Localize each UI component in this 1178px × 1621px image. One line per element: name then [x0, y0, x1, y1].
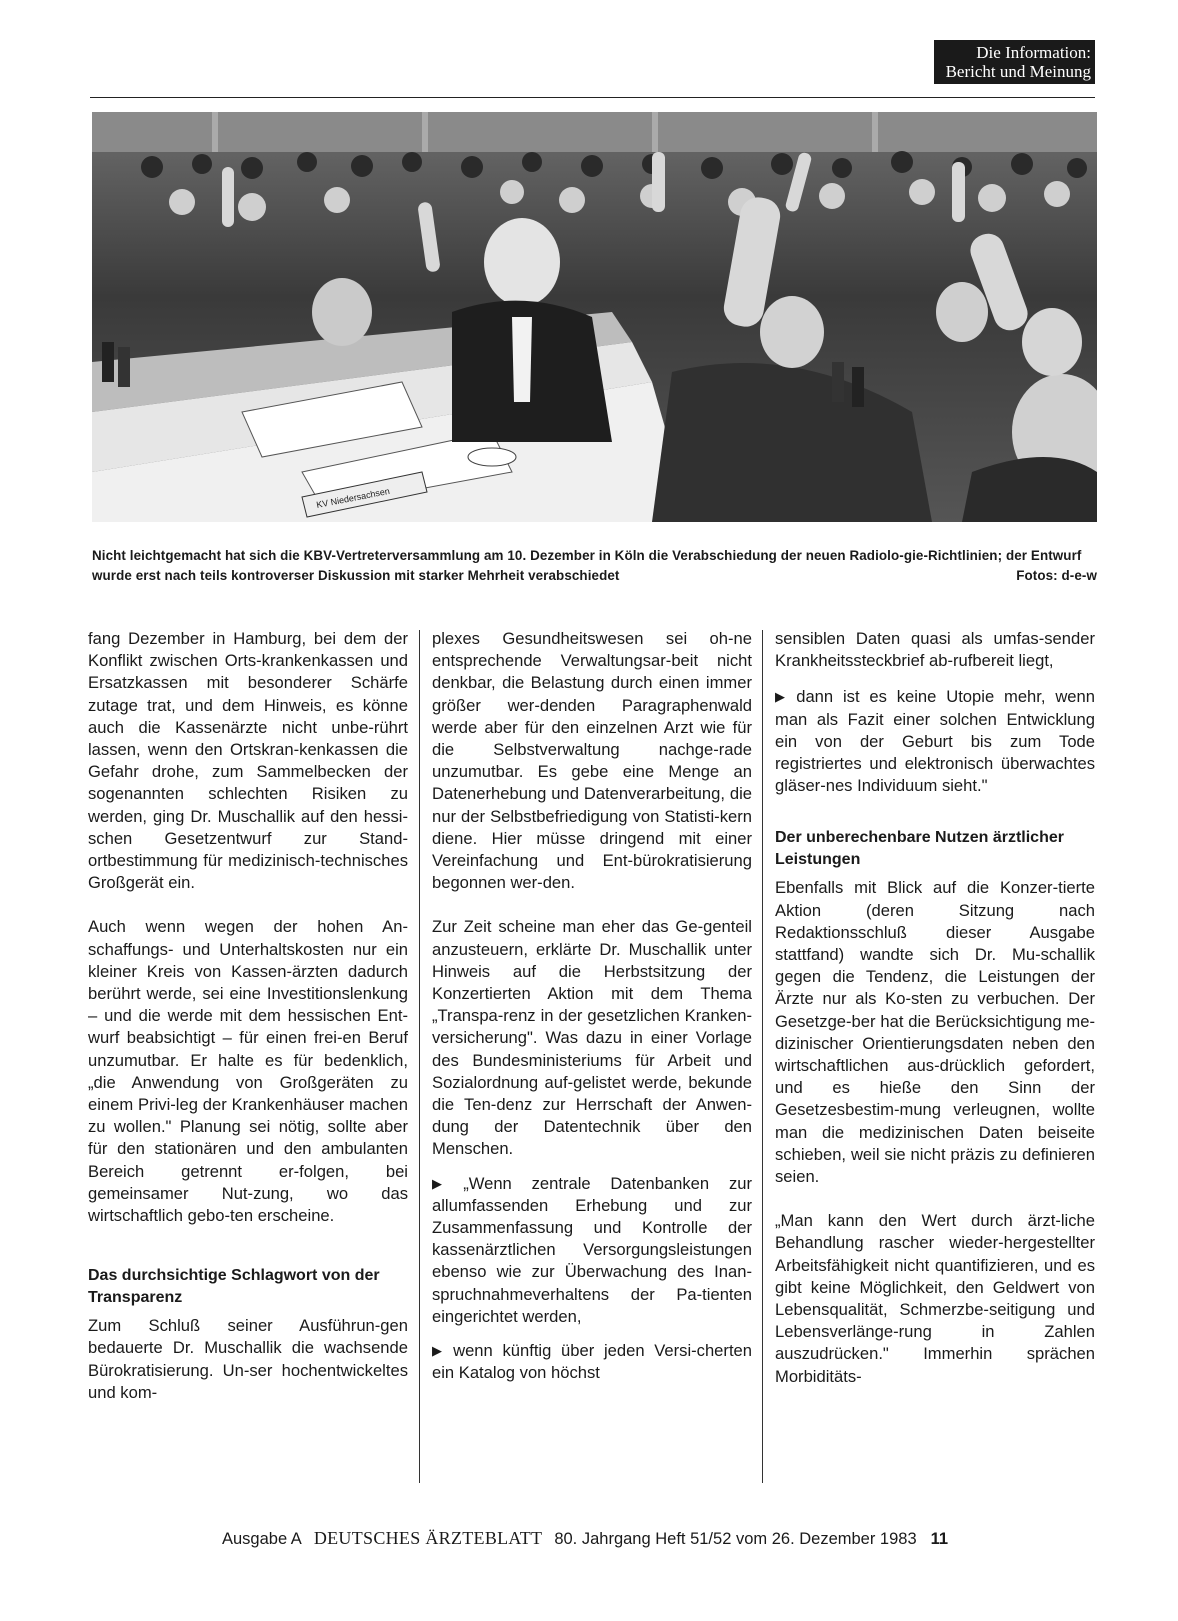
meeting-photo: [92, 112, 1097, 522]
subheading: Das durchsichtige Schlagwort von der Transparenz: [88, 1267, 380, 1307]
paragraph-text: „Wenn zentrale Datenbanken zur allumfassenden Erhebung und zur Zusammenfassung und Kontrolle der kassenärztlichen Versorgungsleistungen ebenso wie zur Überwachung des Inan-spruchnahmeverhaltens der Pa-tienten eingerichtet werden,: [432, 1173, 752, 1326]
name-sign-text: KV Niedersachsen: [315, 485, 391, 510]
caption-text: Nicht leichtgemacht hat sich die KBV-Vertreterversammlung am 10. Dezember in Köln die Verabschiedung der neuen Radiolo-gie-Richtlinien; der Entwurf wurde erst nach teils kontroverser Diskussion mit starker Mehrheit verabschiedet: [92, 548, 1082, 583]
column-divider: [419, 630, 420, 1483]
bullet-paragraph: [775, 686, 1095, 797]
top-rule: [90, 97, 1095, 98]
paragraph: sensiblen Daten quasi als umfas-sender Krankheitssteckbrief ab-rufbereit liegt,: [775, 629, 1095, 671]
footer-edition: Ausgabe A: [222, 1530, 302, 1548]
footer-publication: DEUTSCHES ÄRZTEBLATT: [313, 1528, 543, 1548]
paragraph: plexes Gesundheitswesen sei oh-ne entsprechende Verwaltungsar-beit nicht denkbar, die Belastung durch einen immer größer wer-denden Paragraphenwald werde aber für den einzelnen Arzt wie für die Selbstverwaltung nachge-rade unzumutbar. Es gebe eine Menge an Datenerhebung und Datenverarbeitung, die nur der Selbstbefriedigung von Statisti-kern diene. Hier müsse dringend mit einer Vereinfachung und Ent-bürokratisierung begonnen wer-den.: [432, 629, 752, 893]
bullet-triangle-icon: ▶: [432, 1175, 458, 1191]
section-tag-line2: Bericht und Meinung: [945, 62, 1091, 81]
bullet-triangle-icon: ▶: [432, 1343, 448, 1359]
article-column-1: [88, 628, 408, 1426]
paragraph: fang Dezember in Hamburg, bei dem der Konflikt zwischen Orts-krankenkassen und Ersatzkassen mit besonderer Schärfe zutage trat, und dem Hinweis, es könne auch die Kassenärzte nicht unbe-rührt lassen, wenn den Ortskran-kenkassen die Gefahr drohe, zum Sammelbecken der sogenannten schlechten Risiken zu werden, ging Dr. Muschallik auf den hessi-schen Gesetzentwurf zur Stand-ortbestimmung für medizinisch-technisches Großgerät ein.: [88, 629, 408, 893]
page-number: 11: [930, 1530, 949, 1548]
article-column-3: [775, 628, 1095, 1410]
section-tag-line1: Die Information:: [976, 43, 1091, 62]
footer-issue: 80. Jahrgang Heft 51/52 vom 26. Dezember 1983: [554, 1530, 917, 1548]
section-tag: [934, 40, 1095, 84]
paragraph: Zur Zeit scheine man eher das Ge-genteil anzusteuern, erklärte Dr. Muschallik unter Hinweis auf die Herbstsitzung der Konzertierten Aktion mit dem Thema „Transpa-renz in der gesetzlichen Kranken-versicherung". Was dazu in einer Vorlage des Bundesministeriums für Arbeit und Sozialordnung auf-gelistet werde, bekunde die Ten-denz zur Herrschaft der Anwen-dung der Datentechnik über den Menschen.: [432, 917, 752, 1159]
paragraph: Auch wenn wegen der hohen An-schaffungs- und Unterhaltskosten nur ein kleiner Kreis von Kassen-ärzten dadurch berührt werde, sei eine Investitionslenkung – und die werde mit dem hessischen Ent-wurf beabsichtigt – für einen frei-en Beruf unzumutbar. Er halte es für bedenklich, „die Anwendung von Großgeräten zu einem Privi-leg der Krankenhäuser machen zu wollen." Planung sei nötig, sollte aber für den stationären und den ambulanten Bereich getrennt er-folgen, bei gemeinsamer Nut-zung, wo das wirtschaftlich gebo-ten erscheine.: [88, 917, 408, 1226]
page-footer: [222, 1528, 1100, 1549]
photo-credit: Fotos: d-e-w: [1016, 568, 1097, 583]
article-column-2: [432, 628, 752, 1407]
paragraph: Ebenfalls mit Blick auf die Konzer-tierte Aktion (deren Sitzung nach Redaktionsschluß dieser Ausgabe stattfand) wandte sich Dr. Mu-schallik gegen die Tendenz, die Leistungen der Ärzte nur als Ko-sten zu verbuchen. Der Gesetzge-ber hat die Berücksichtigung me-dizinischer Orientierungsdaten neben den wirtschaftlichen aus-drücklich gefordert, und es hieße den Sinn der Gesetzesbestim-mung verleugnen, wollte man die medizinischen Daten beiseite schieben, weil sie nicht präzis zu definieren seien.: [775, 878, 1095, 1187]
paragraph-text: dann ist es keine Utopie mehr, wenn man als Fazit einer solchen Entwicklung ein von der Geburt bis zum Tode registriertes und elektronisch überwachtes gläser-nes Individuum sieht.": [775, 687, 1095, 796]
column-divider: [762, 630, 763, 1483]
bullet-paragraph: [432, 1340, 752, 1384]
photo-caption: [92, 546, 1097, 586]
bullet-triangle-icon: ▶: [775, 689, 791, 705]
paragraph: Zum Schluß seiner Ausführun-gen bedauerte Dr. Muschallik die wachsende Bürokratisierung. Un-ser hochentwickeltes und kom-: [88, 1316, 408, 1402]
subheading: Der unberechenbare Nutzen ärztlicher Leistungen: [775, 829, 1064, 869]
bullet-paragraph: [432, 1173, 752, 1328]
paragraph: „Man kann den Wert durch ärzt-liche Behandlung rascher wieder-hergestellter Arbeitsfähigkeit nicht quantifizieren, und es gibt keine Möglichkeit, den Geldwert von Lebensqualität, Schmerzbe-seitigung und Lebensverlänge-rung in Zahlen auszudrücken." Immerhin sprächen Morbiditäts-: [775, 1211, 1095, 1386]
paragraph-text: wenn künftig über jeden Versi-cherten ein Katalog von höchst: [432, 1341, 753, 1383]
